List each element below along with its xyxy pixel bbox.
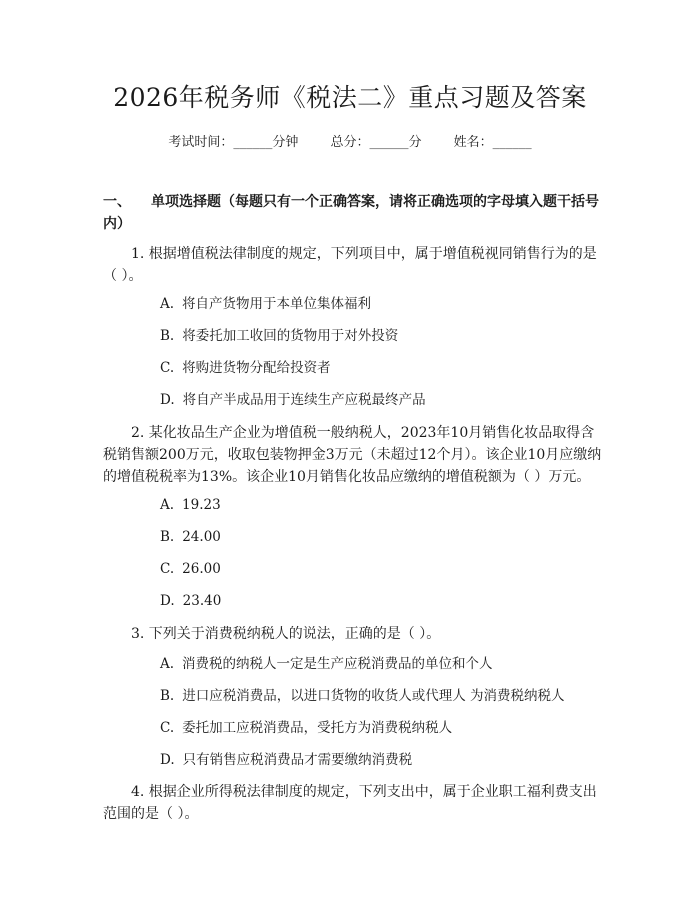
document-title: 2026年税务师《税法二》重点习题及答案 xyxy=(113,83,587,112)
section-number: 一、 xyxy=(103,194,131,210)
option-item xyxy=(160,294,600,314)
option-item xyxy=(160,654,600,674)
option-item xyxy=(160,390,600,410)
option-letter: C. xyxy=(160,561,175,577)
option-text: 19.23 xyxy=(182,497,221,513)
option-text: 将委托加工收回的货物用于对外投资 xyxy=(182,328,399,344)
option-item xyxy=(160,718,600,738)
option-text: 消费税的纳税人一定是生产应税消费品的单位和个人 xyxy=(182,656,493,672)
option-text: 将自产半成品用于连续生产应税最终产品 xyxy=(182,392,426,408)
option-text: 24.00 xyxy=(182,529,221,545)
option-item xyxy=(160,559,600,579)
option-item xyxy=(160,326,600,346)
question-stem: 3. 下列关于消费税纳税人的说法，正确的是（ ）。 xyxy=(131,626,441,642)
question-stem: 1. 根据增值税法律制度的规定，下列项目中，属于增值税视同销售行为的是（ ）。 xyxy=(103,246,597,284)
option-letter: B. xyxy=(160,328,175,344)
exam-time: 考试时间：______分钟 xyxy=(168,135,299,150)
section-heading xyxy=(103,191,603,235)
option-text: 委托加工应税消费品，受托方为消费税纳税人 xyxy=(182,720,453,736)
option-letter: D. xyxy=(160,752,175,768)
option-letter: B. xyxy=(160,688,175,704)
option-letter: D. xyxy=(160,392,175,408)
option-text: 将购进货物分配给投资者 xyxy=(182,360,331,376)
question-stem: 2. 某化妆品生产企业为增值税一般纳税人，2023年10月销售化妆品取得含税销售额200万元，收取包装物押金3万元（未超过12个月）。该企业10月应缴纳的增值税税率为13%。该企业10月销售化妆品应缴纳的增值税额为（ ）万元。 xyxy=(103,425,602,485)
option-text: 23.40 xyxy=(182,593,222,609)
option-item xyxy=(160,686,600,706)
option-text: 只有销售应税消费品才需要缴纳消费税 xyxy=(182,752,413,768)
option-letter: A. xyxy=(160,497,175,513)
question-stem: 4. 根据企业所得税法律制度的规定，下列支出中，属于企业职工福利费支出范围的是（ ）。 xyxy=(103,784,597,822)
section-title: 单项选择题（每题只有一个正确答案，请将正确选项的字母填入题干括号内） xyxy=(103,194,599,232)
option-letter: A. xyxy=(160,296,175,312)
option-item xyxy=(160,358,600,378)
option-item xyxy=(160,527,600,547)
option-letter: C. xyxy=(160,360,175,376)
exam-score: 总分：______分 xyxy=(330,135,422,150)
option-text: 将自产货物用于本单位集体福利 xyxy=(182,296,372,312)
exam-name: 姓名：______ xyxy=(453,135,532,150)
option-item xyxy=(160,750,600,770)
option-letter: C. xyxy=(160,720,175,736)
exam-meta xyxy=(0,131,700,150)
option-letter: B. xyxy=(160,529,175,545)
option-item xyxy=(160,591,600,611)
option-text: 进口应税消费品，以进口货物的收货人或代理人 为消费税纳税人 xyxy=(182,688,565,704)
option-text: 26.00 xyxy=(182,561,221,577)
option-letter: D. xyxy=(160,593,175,609)
option-letter: A. xyxy=(160,656,175,672)
option-item xyxy=(160,495,600,515)
